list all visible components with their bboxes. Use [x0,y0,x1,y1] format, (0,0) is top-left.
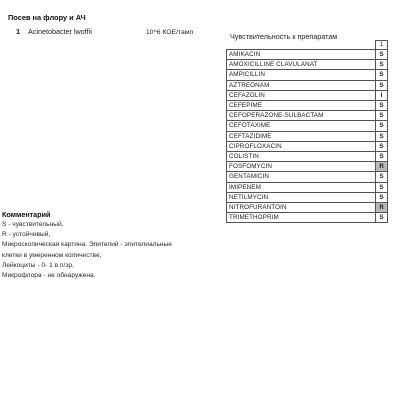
sensitivity-row [227,172,388,182]
sensitivity-result: S [376,152,388,162]
comment-line: Микроскопическая картина: Эпителий - эпителиальные [2,241,172,249]
section-title: Посев на флору и АЧ [8,13,86,22]
sensitivity-result: S [376,172,388,182]
sensitivity-row [227,192,388,202]
sensitivity-header-row [227,41,388,50]
sensitivity-result: S [376,70,388,80]
sensitivity-result: S [376,111,388,121]
sensitivity-result: S [376,101,388,111]
drug-name: TRIMETHOPRIM [227,213,376,223]
drug-name: AMOXICILLINE CLAVULANAT [227,60,376,70]
drug-column-header [227,41,376,50]
sensitivity-result: I [376,90,388,100]
sensitivity-row [227,141,388,151]
sensitivity-row [227,111,388,121]
sensitivity-result: S [376,50,388,60]
sensitivity-result: S [376,60,388,70]
sensitivity-result: S [376,121,388,131]
drug-name: NITROFURANTOIN [227,203,376,213]
sensitivity-row [227,203,388,213]
comments-title: Комментарий [2,210,51,219]
sensitivity-result: S [376,141,388,151]
sensitivity-result: R [376,203,388,213]
sensitivity-row [227,50,388,60]
sensitivity-result: S [376,131,388,141]
sensitivity-row [227,213,388,223]
comment-line: R - устойчивый, [2,231,51,239]
sensitivity-row [227,101,388,111]
drug-name: FOSFOMYCIN [227,162,376,172]
drug-name: CEFOTAXIME [227,121,376,131]
drug-name: IMIPENEM [227,182,376,192]
sensitivity-result: R [376,162,388,172]
sensitivity-row [227,162,388,172]
drug-name: AMPICILLIN [227,70,376,80]
drug-name: NETILMYCIN [227,192,376,202]
comment-line: клетки в умеренном количестве, [2,251,102,259]
drug-name: CEFEPIME [227,101,376,111]
drug-name: AZTREONAM [227,80,376,90]
sensitivity-row [227,80,388,90]
comment-line: Микрофлора - не обнаружена. [2,272,96,279]
sensitivity-result: S [376,192,388,202]
drug-name: COLISTIN [227,152,376,162]
sensitivity-table [226,40,388,223]
drug-name: CIPROFLOXACIN [227,141,376,151]
sensitivity-row [227,152,388,162]
comment-line: Лейкоциты - 0- 1 в п/зр, [2,261,74,269]
drug-name: GENTAMICIN [227,172,376,182]
sensitivity-title: Чувствительность к препаратам [230,32,338,41]
drug-name: CEFAZOLIN [227,90,376,100]
sensitivity-row [227,131,388,141]
sensitivity-row [227,90,388,100]
sensitivity-result: S [376,213,388,223]
comment-line: S - чувствительный, [2,221,64,228]
organism-number: 1 [16,27,21,36]
sensitivity-result: S [376,182,388,192]
sensitivity-row [227,182,388,192]
drug-name: AMIKACIN [227,50,376,60]
sensitivity-row [227,70,388,80]
result-column-header: 1 [376,41,388,50]
sensitivity-result: S [376,80,388,90]
organism-count: 10^6 КОЕ/тамп [146,29,194,36]
sensitivity-row [227,121,388,131]
sensitivity-row [227,60,388,70]
organism-name: Acinetobacter lwoffii [28,27,92,36]
drug-name: CEFTAZIDIME [227,131,376,141]
drug-name: CEFOPERAZONE-SULBACTAM [227,111,376,121]
